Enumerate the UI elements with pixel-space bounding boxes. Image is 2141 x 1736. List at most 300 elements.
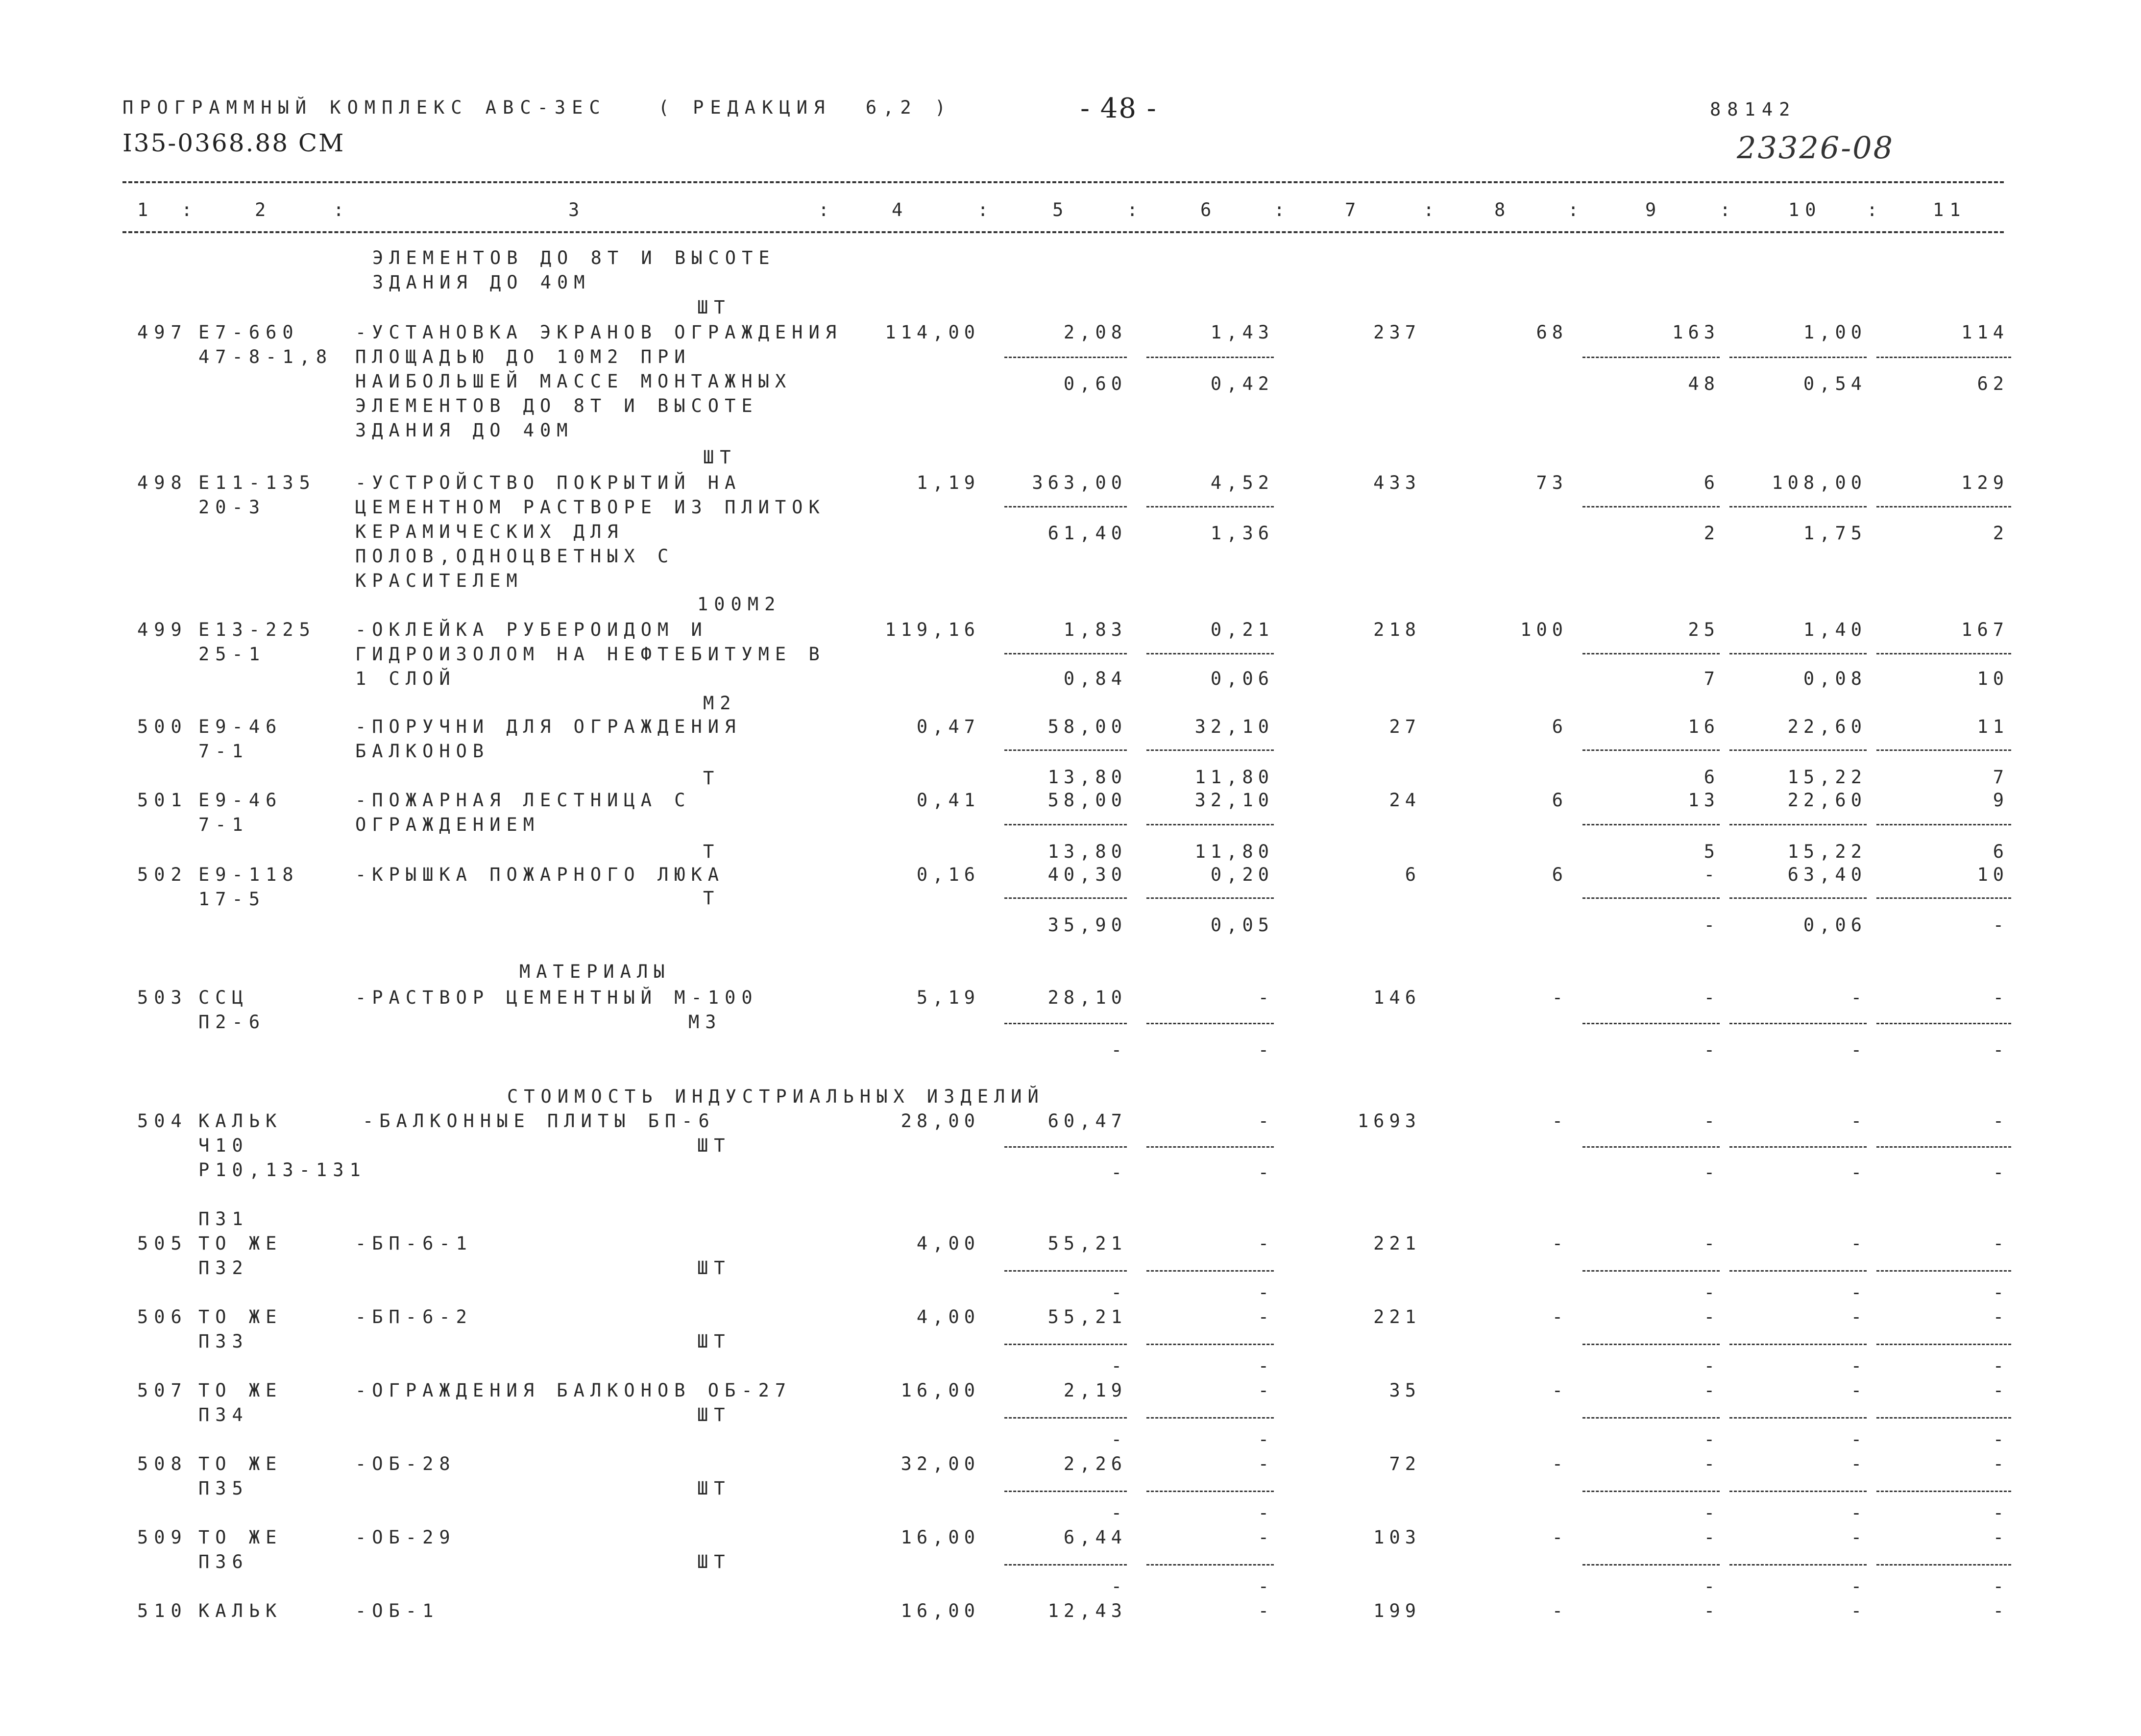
cell-cost-wages: - [1552,1600,1568,1621]
cell-cost-wages: - [1552,1453,1568,1474]
cell-labor-machinist-unit: - [1850,1282,1867,1303]
row-number: 504 [137,1110,188,1132]
subtotal-rule-10 [1729,1564,1867,1566]
row-description: -ОГРАЖДЕНИЯ БАЛКОНОВ ОБ-27 [355,1380,792,1401]
cell-labor-machinist-total: 6 [1993,841,2009,862]
row-description: ЦЕМЕНТНОМ РАСТВОРЕ ИЗ ПЛИТОК [355,497,826,518]
cell-quantity: 119,16 [885,619,980,640]
cell-price-machine-wages: - [1258,1576,1274,1597]
cell-labor-total: 10 [1977,864,2009,885]
cell-cost-machines: - [1703,987,1720,1008]
row-unit: Т [703,841,720,862]
row-unit: М2 [703,693,737,714]
row-number: 499 [137,619,188,640]
cell-price-machines: 0,21 [1210,619,1274,640]
cell-price-wages: - [1111,1282,1127,1303]
col-header-10: 10 [1788,199,1822,220]
cell-price-machine-wages: - [1258,1429,1274,1450]
subtotal-rule-6 [1146,1146,1274,1148]
cell-quantity: 5,19 [916,987,980,1008]
top-rule [122,181,2004,183]
cell-price-wages: 13,80 [1047,841,1127,862]
cell-quantity: 0,16 [916,864,980,885]
cell-price-machines: 32,10 [1194,790,1274,811]
cell-labor-unit: 63,40 [1787,864,1867,885]
col-header-9: 9 [1645,199,1662,220]
subtotal-rule-11 [1876,653,2011,654]
subtotal-rule-11 [1876,1270,2011,1272]
cell-cost-wages: 6 [1552,716,1568,737]
cell-price-machines: 0,20 [1210,864,1274,885]
cell-labor-unit: - [1850,1600,1867,1621]
cell-labor-unit: - [1850,987,1867,1008]
cell-price-wages: 61,40 [1047,523,1127,544]
cell-price-wages: - [1111,1576,1127,1597]
subtotal-rule-10 [1729,1417,1867,1419]
subtotal-rule-11 [1876,506,2011,507]
cell-cost-machine-wages: - [1703,1039,1720,1061]
cell-quantity: 0,41 [916,790,980,811]
subtotal-rule-11 [1876,1344,2011,1345]
subtotal-rule-10 [1729,1146,1867,1148]
cell-labor-machinist-unit: - [1850,1355,1867,1376]
subtotal-rule-5 [1004,653,1127,654]
row-description: ЭЛЕМЕНТОВ ДО 8Т И ВЫСОТЕ [355,395,758,416]
subtotal-rule-6 [1146,506,1274,507]
subtotal-rule-11 [1876,824,2011,825]
subtotal-rule-5 [1004,1270,1127,1272]
cell-labor-machinist-total: - [1993,1576,2009,1597]
cell-cost-machine-wages: 7 [1703,668,1720,689]
row-description: БАЛКОНОВ [355,741,490,762]
subtotal-rule-11 [1876,1564,2011,1566]
cell-price-machine-wages: - [1258,1502,1274,1523]
row-unit: ШТ [703,447,737,468]
row-number: 506 [137,1306,188,1327]
cell-price-wages: - [1111,1355,1127,1376]
cell-labor-machinist-unit: - [1850,1039,1867,1061]
cell-cost-machine-wages: - [1703,1355,1720,1376]
row-number: 510 [137,1600,188,1621]
subtotal-rule-5 [1004,1491,1127,1492]
subtotal-rule-11 [1876,1146,2011,1148]
cell-cost-machine-wages: - [1703,1282,1720,1303]
row-number: 503 [137,987,188,1008]
row-description: -УСТРОЙСТВО ПОКРЫТИЙ НА [355,472,742,493]
cell-labor-unit: - [1850,1306,1867,1327]
row-unit: Т [703,888,720,909]
row-number: 508 [137,1453,188,1474]
document-number: 88142 [1710,99,1797,120]
cell-price-machines: - [1258,1380,1274,1401]
subtotal-rule-11 [1876,749,2011,751]
cell-labor-machinist-total: - [1993,915,2009,936]
cell-cost-total: 35 [1389,1380,1421,1401]
cell-labor-total: - [1993,1110,2009,1132]
subtotal-rule-9 [1582,1564,1720,1566]
cell-labor-machinist-unit: 0,54 [1803,373,1867,394]
cell-labor-unit: - [1850,1453,1867,1474]
cell-cost-wages: 6 [1552,864,1568,885]
subtotal-rule-9 [1582,1417,1720,1419]
cell-price-total: 28,10 [1047,987,1127,1008]
row-description: КЕРАМИЧЕСКИХ ДЛЯ [355,521,624,542]
row-code: Е11-135 [198,472,316,493]
cell-price-total: 2,19 [1063,1380,1127,1401]
cell-cost-wages: - [1552,1380,1568,1401]
cell-cost-machine-wages: - [1703,1502,1720,1523]
cell-labor-machinist-unit: 0,06 [1803,915,1867,936]
cell-price-total: 2,08 [1063,322,1127,343]
intro-line-1: ЭЛЕМЕНТОВ ДО 8Т И ВЫСОТЕ [372,247,776,268]
cell-price-wages: - [1111,1039,1127,1061]
cell-price-machine-wages: - [1258,1282,1274,1303]
row-description: ПЛОЩАДЬЮ ДО 10М2 ПРИ [355,346,691,367]
cell-labor-unit: - [1850,1110,1867,1132]
cell-price-total: 40,30 [1047,864,1127,885]
row-code: 47-8-1,8 [198,346,333,367]
cell-quantity: 32,00 [900,1453,980,1474]
cell-quantity: 1,19 [916,472,980,493]
cell-price-total: 363,00 [1032,472,1127,493]
cell-price-total: 2,26 [1063,1453,1127,1474]
cell-price-wages: 0,84 [1063,668,1127,689]
cell-cost-machine-wages: 6 [1703,767,1720,788]
row-code: ССЦ [198,987,249,1008]
subtotal-rule-10 [1729,1491,1867,1492]
cell-cost-machines: - [1703,1233,1720,1254]
row-number: 500 [137,716,188,737]
cell-price-machines: - [1258,1306,1274,1327]
cell-cost-machines: 6 [1703,472,1720,493]
row-code: Е9-46 [198,790,283,811]
row-number: 507 [137,1380,188,1401]
cell-price-wages: - [1111,1502,1127,1523]
col-header-5: 5 [1052,199,1070,220]
cell-cost-wages: - [1552,1233,1568,1254]
subtotal-rule-11 [1876,1491,2011,1492]
cell-cost-wages: - [1552,1527,1568,1548]
row-unit: ШТ [697,1257,731,1278]
row-unit: ШТ [697,1404,731,1425]
row-code: П34 [198,1404,249,1425]
row-code: Е7-660 [198,322,299,343]
cell-labor-machinist-total: - [1993,1502,2009,1523]
col-header-2: 2 [255,199,272,220]
row-number: 498 [137,472,188,493]
cell-labor-total: - [1993,987,2009,1008]
cell-labor-unit: - [1850,1380,1867,1401]
cell-labor-machinist-total: - [1993,1282,2009,1303]
row-code: Ч10 [198,1135,249,1156]
cell-price-wages: 35,90 [1047,915,1127,936]
row-description: -ОБ-29 [355,1527,456,1548]
section-materials: МАТЕРИАЛЫ [519,961,671,982]
row-code: 25-1 [198,644,266,665]
cell-cost-machine-wages: 48 [1688,373,1720,394]
cell-price-total: 55,21 [1047,1306,1127,1327]
page-number: - 48 - [1080,93,1157,124]
subtotal-rule-10 [1729,824,1867,825]
cell-price-machines: 32,10 [1194,716,1274,737]
row-code: П35 [198,1478,249,1499]
cell-labor-machinist-total: 2 [1993,523,2009,544]
cell-labor-unit: 22,60 [1787,790,1867,811]
cell-labor-unit: - [1850,1527,1867,1548]
cell-labor-total: 114 [1961,322,2009,343]
row-description: НАИБОЛЬШЕЙ МАССЕ МОНТАЖНЫХ [355,371,792,392]
row-description: ЗДАНИЯ ДО 40М [355,420,574,441]
cell-quantity: 28,00 [900,1110,980,1132]
cell-labor-machinist-total: 10 [1977,668,2009,689]
subtotal-rule-5 [1004,1146,1127,1148]
row-unit: Т [703,768,720,789]
row-code: 7-1 [198,741,249,762]
cell-quantity: 4,00 [916,1306,980,1327]
cell-price-wages: 0,60 [1063,373,1127,394]
cell-price-wages: - [1111,1162,1127,1183]
row-description: ПОЛОВ,ОДНОЦВЕТНЫХ С [355,546,675,567]
cell-cost-machines: 13 [1688,790,1720,811]
row-unit: М3 [688,1012,722,1033]
col-header-1: 1 [137,199,154,220]
cell-price-machines: - [1258,987,1274,1008]
cell-cost-total: 146 [1373,987,1421,1008]
cell-labor-machinist-total: - [1993,1355,2009,1376]
subtotal-rule-9 [1582,653,1720,654]
cell-labor-total: 129 [1961,472,2009,493]
cell-labor-total: - [1993,1527,2009,1548]
subtotal-rule-10 [1729,357,1867,358]
row-unit: ШТ [697,1331,731,1352]
cell-labor-machinist-total: - [1993,1039,2009,1061]
row-code: П33 [198,1331,249,1352]
subtotal-rule-9 [1582,824,1720,825]
cell-price-total: 6,44 [1063,1527,1127,1548]
row-description: -РАСТВОР ЦЕМЕНТНЫЙ М-100 [355,987,758,1008]
cell-cost-wages: - [1552,1306,1568,1327]
cell-price-wages: 13,80 [1047,767,1127,788]
cell-labor-machinist-total: - [1993,1162,2009,1183]
subtotal-rule-9 [1582,749,1720,751]
col-header-8: 8 [1494,199,1511,220]
subtotal-rule-9 [1582,1146,1720,1148]
cell-cost-total: 433 [1373,472,1421,493]
subtotal-rule-5 [1004,1023,1127,1024]
subtotal-rule-6 [1146,897,1274,899]
row-number: 509 [137,1527,188,1548]
cell-cost-total: 221 [1373,1306,1421,1327]
row-code: П2-6 [198,1012,266,1033]
cell-labor-machinist-unit: - [1850,1576,1867,1597]
subtotal-rule-9 [1582,506,1720,507]
col-header-4: 4 [892,199,909,220]
cell-quantity: 114,00 [885,322,980,343]
row-code: Р10,13-131 [198,1159,366,1181]
program-title: ПРОГРАММНЫЙ КОМПЛЕКС АВС-ЗЕС ( РЕДАКЦИЯ 6,2 ) [122,97,952,118]
row-number: 501 [137,790,188,811]
subtotal-rule-5 [1004,357,1127,358]
cell-labor-machinist-total: 62 [1977,373,2009,394]
cell-labor-total: - [1993,1453,2009,1474]
subtotal-rule-11 [1876,357,2011,358]
cell-cost-machines: - [1703,864,1720,885]
cell-cost-total: 6 [1405,864,1421,885]
cell-labor-total: - [1993,1306,2009,1327]
row-unit: 100М2 [697,594,781,615]
cell-labor-machinist-unit: - [1850,1162,1867,1183]
cell-cost-machines: - [1703,1600,1720,1621]
subtotal-rule-9 [1582,1344,1720,1345]
cell-cost-machines: - [1703,1306,1720,1327]
subtotal-rule-11 [1876,1417,2011,1419]
row-code: П31 [198,1208,249,1230]
cell-labor-unit: 1,40 [1803,619,1867,640]
row-number: 505 [137,1233,188,1254]
subtotal-rule-5 [1004,749,1127,751]
cell-cost-wages: - [1552,987,1568,1008]
cell-labor-unit: 1,00 [1803,322,1867,343]
section-industrial: СТОИМОСТЬ ИНДУСТРИАЛЬНЫХ ИЗДЕЛИЙ [507,1086,1045,1107]
row-description: ГИДРОИЗОЛОМ НА НЕФТЕБИТУМЕ В [355,644,826,665]
cell-price-total: 55,21 [1047,1233,1127,1254]
cell-price-machines: - [1258,1453,1274,1474]
cell-price-total: 12,43 [1047,1600,1127,1621]
cell-cost-machine-wages: - [1703,915,1720,936]
subtotal-rule-9 [1582,897,1720,899]
cell-labor-machinist-unit: 15,22 [1787,841,1867,862]
row-description: КРАСИТЕЛЕМ [355,570,523,591]
subtotal-rule-10 [1729,1023,1867,1024]
cell-cost-machine-wages: - [1703,1429,1720,1450]
subtotal-rule-6 [1146,1023,1274,1024]
cell-cost-total: 237 [1373,322,1421,343]
row-description: -ОБ-1 [355,1600,439,1621]
cell-price-total: 58,00 [1047,790,1127,811]
row-unit: ШТ [697,1478,731,1499]
cell-price-machine-wages: 0,06 [1210,668,1274,689]
col-header-3: 3 [568,199,585,220]
subtotal-rule-6 [1146,653,1274,654]
subtotal-rule-5 [1004,824,1127,825]
cell-cost-machine-wages: 2 [1703,523,1720,544]
intro-unit: ШТ [697,297,731,318]
cell-labor-total: - [1993,1380,2009,1401]
row-code: ТО ЖЕ [198,1380,283,1401]
cell-labor-machinist-unit: - [1850,1429,1867,1450]
subtotal-rule-10 [1729,506,1867,507]
cell-quantity: 16,00 [900,1527,980,1548]
row-code: КАЛЬК [198,1110,283,1132]
row-description: -БАЛКОННЫЕ ПЛИТЫ БП-6 [363,1110,715,1132]
row-description: -УСТАНОВКА ЭКРАНОВ ОГРАЖДЕНИЯ [355,322,843,343]
cell-price-machine-wages: - [1258,1355,1274,1376]
cell-price-machine-wages: 0,05 [1210,915,1274,936]
subtotal-rule-5 [1004,1564,1127,1566]
cell-cost-machines: 16 [1688,716,1720,737]
cell-price-total: 60,47 [1047,1110,1127,1132]
subtotal-rule-6 [1146,749,1274,751]
cell-labor-machinist-total: - [1993,1429,2009,1450]
row-code: Е13-225 [198,619,316,640]
cell-cost-machine-wages: - [1703,1162,1720,1183]
subtotal-rule-9 [1582,1491,1720,1492]
cell-quantity: 4,00 [916,1233,980,1254]
cell-price-machines: - [1258,1527,1274,1548]
col-header-7: 7 [1345,199,1362,220]
cell-cost-machine-wages: 5 [1703,841,1720,862]
row-code: Е9-118 [198,864,299,885]
cell-price-machine-wages: 0,42 [1210,373,1274,394]
row-number: 497 [137,322,188,343]
cell-cost-total: 199 [1373,1600,1421,1621]
cell-cost-total: 221 [1373,1233,1421,1254]
cell-price-machines: - [1258,1233,1274,1254]
row-code: КАЛЬК [198,1600,283,1621]
cell-labor-machinist-unit: 0,08 [1803,668,1867,689]
row-code: ТО ЖЕ [198,1233,283,1254]
row-description: -ПОРУЧНИ ДЛЯ ОГРАЖДЕНИЯ [355,716,742,737]
row-code: ТО ЖЕ [198,1306,283,1327]
cell-quantity: 16,00 [900,1600,980,1621]
row-code: ТО ЖЕ [198,1527,283,1548]
cell-cost-machines: - [1703,1527,1720,1548]
row-unit: ШТ [697,1551,731,1572]
cell-labor-machinist-unit: 15,22 [1787,767,1867,788]
col-header-6: 6 [1200,199,1217,220]
subtotal-rule-6 [1146,1491,1274,1492]
cell-cost-wages: 73 [1536,472,1568,493]
subtotal-rule-5 [1004,506,1127,507]
row-unit: ШТ [697,1135,731,1156]
cell-labor-total: - [1993,1600,2009,1621]
row-code: 20-3 [198,497,266,518]
row-description: -БП-6-2 [355,1306,473,1327]
cell-labor-unit: - [1850,1233,1867,1254]
cell-price-machine-wages: - [1258,1162,1274,1183]
cell-labor-unit: 108,00 [1772,472,1867,493]
row-code: 17-5 [198,889,266,910]
cell-price-machine-wages: 1,36 [1210,523,1274,544]
subtotal-rule-6 [1146,824,1274,825]
cell-price-machines: 4,52 [1210,472,1274,493]
subtotal-rule-6 [1146,357,1274,358]
cell-price-machines: 1,43 [1210,322,1274,343]
subtotal-rule-11 [1876,897,2011,899]
cell-labor-machinist-unit: 1,75 [1803,523,1867,544]
cell-price-machines: - [1258,1600,1274,1621]
row-code: П36 [198,1551,249,1572]
cell-cost-wages: - [1552,1110,1568,1132]
col-header-11: 11 [1933,199,1967,220]
cell-labor-total: 9 [1993,790,2009,811]
cell-price-total: 58,00 [1047,716,1127,737]
cell-cost-wages: 68 [1536,322,1568,343]
cell-labor-unit: 22,60 [1787,716,1867,737]
subtotal-rule-10 [1729,653,1867,654]
subtotal-rule-10 [1729,1344,1867,1345]
cell-cost-machines: - [1703,1110,1720,1132]
cell-cost-machines: - [1703,1380,1720,1401]
cell-cost-total: 1693 [1357,1110,1421,1132]
cell-cost-total: 103 [1373,1527,1421,1548]
cell-cost-machines: 25 [1688,619,1720,640]
cell-labor-total: 167 [1961,619,2009,640]
subtotal-rule-5 [1004,1417,1127,1419]
row-code: Е9-46 [198,716,283,737]
row-description: -БП-6-1 [355,1233,473,1254]
document-code: I35-0368.88 СМ [122,129,345,157]
